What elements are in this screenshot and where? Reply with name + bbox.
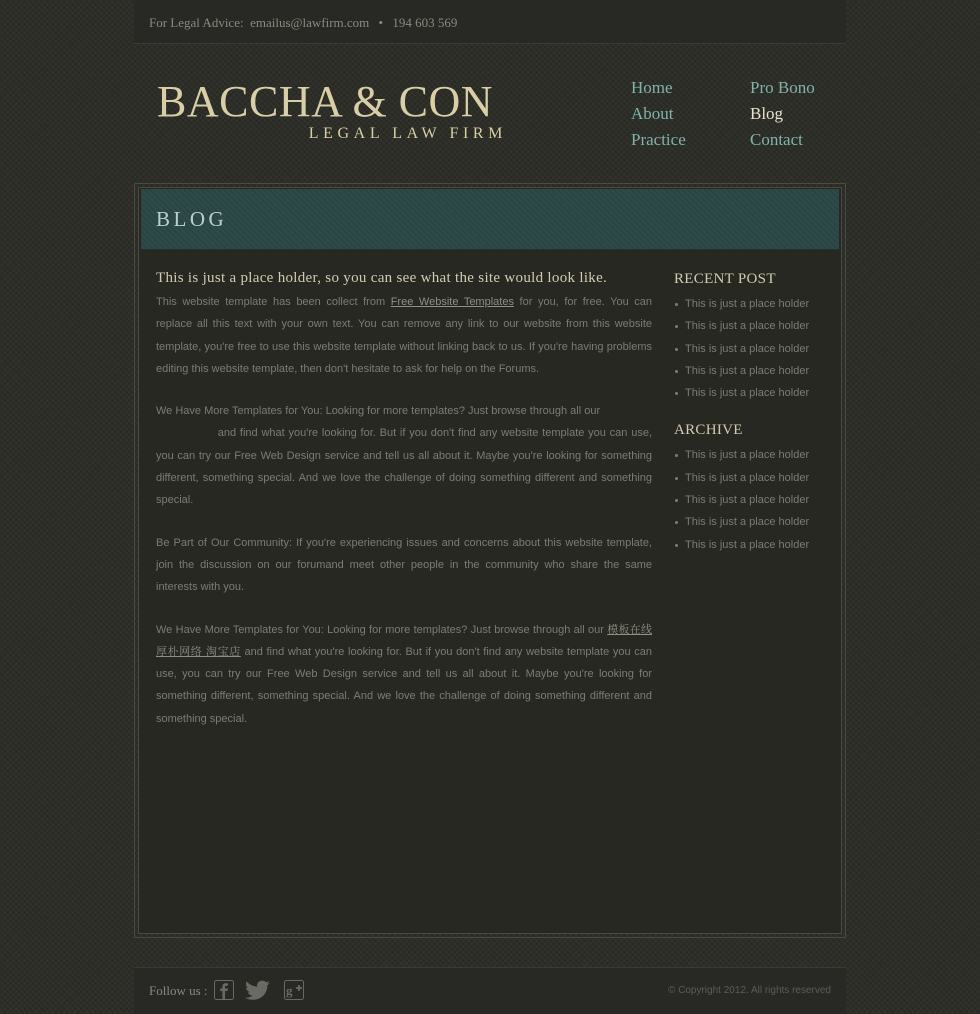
nav-blog[interactable]: Blog (750, 104, 784, 123)
follow-us-label: Follow us : (149, 983, 208, 998)
paragraph-2 (156, 400, 652, 511)
logo-tagline: LEGAL LAW FIRM (308, 125, 507, 142)
paragraph-1 (156, 291, 652, 380)
nav-home[interactable]: Home (631, 78, 673, 97)
google-plus-icon[interactable] (284, 980, 304, 1000)
contact-phone: 194 603 569 (392, 15, 458, 30)
top-bar (134, 0, 846, 44)
recent-post-list (674, 293, 834, 404)
footer (134, 967, 846, 1014)
archive-item[interactable]: This is just a place holder (674, 444, 834, 466)
nav-contact[interactable]: Contact (750, 130, 803, 149)
archive-item[interactable]: This is just a place holder (674, 534, 834, 556)
recent-post-item[interactable]: This is just a place holder (674, 360, 834, 382)
separator: • (378, 15, 384, 30)
page-banner (141, 189, 839, 250)
archive-item[interactable]: This is just a place holder (674, 489, 834, 511)
sidebar (674, 271, 834, 574)
contact-info (149, 15, 457, 31)
template-link-cn[interactable]: 模板在线 (607, 623, 652, 636)
paragraph-3: Be Part of Our Community: If you're experiencing issues and concerns about this website template, join the discussion on our forumand meet other people in the community who share the same interests with you. (156, 536, 652, 594)
archive-item[interactable]: This is just a place holder (674, 511, 834, 533)
legal-advice-label: For Legal Advice: (149, 15, 244, 30)
recent-post-title: RECENT POST (674, 271, 776, 287)
nav-about[interactable]: About (631, 104, 674, 123)
twitter-icon[interactable] (245, 980, 271, 1000)
paragraph-4 (156, 619, 652, 730)
nav-pro-bono[interactable]: Pro Bono (750, 78, 815, 97)
copyright: © Copyright 2012. All rights reserved (667, 985, 831, 996)
recent-post-item[interactable]: This is just a place holder (674, 382, 834, 404)
page-title: BLOG (156, 207, 228, 231)
recent-post-item[interactable]: This is just a place holder (674, 293, 834, 315)
paragraph-2-text-b: and find what you're looking for. But if you don't find any website template you can use, you can try our Free Web Design service and tell us all about it. Maybe you're looking for something different, something special. And we love the challenge of doing something different and something special. (156, 427, 652, 507)
paragraph-4-text-b: and find what you're looking for. But if you don't find any website template you can use, you can try our Free Web Design service and tell us all about it. Maybe you're looking for something different, something special. And we love the challenge of doing something different and something special. (156, 645, 652, 725)
logo[interactable] (157, 77, 507, 143)
paragraph-1-text-b: for you, for free. You can replace all this text with your own text. You can remove any link to our website from this website template, you're free to use this website template without linking back to us. If you're having problems editing this website template, then don't hesitate to ask for help on the Forums. (156, 296, 652, 375)
paragraph-1-text-a: This website template has been collect from (156, 296, 391, 308)
svg-text:g: g (286, 983, 293, 998)
recent-post-item[interactable]: This is just a place holder (674, 315, 834, 337)
main-article (156, 270, 652, 750)
contact-email[interactable]: emailus@lawfirm.com (250, 15, 370, 30)
recent-post-item[interactable]: This is just a place holder (674, 338, 834, 360)
archive-list (674, 444, 834, 555)
shop-link-cn[interactable]: 厚朴网络 淘宝店 (156, 645, 241, 658)
paragraph-2-text-a: We Have More Templates for You: Looking for more templates? Just browse through all our (156, 405, 601, 418)
facebook-icon[interactable] (214, 980, 234, 1000)
paragraph-4-text-a: We Have More Templates for You: Looking for more templates? Just browse through all our (156, 623, 608, 636)
article-heading: This is just a place holder, so you can see what the site would look like. (156, 270, 608, 286)
logo-name: BACCHA & CON (157, 77, 494, 126)
archive-title: ARCHIVE (674, 422, 743, 439)
free-website-templates-link[interactable]: Free Website Templates (390, 296, 514, 308)
nav-practice[interactable]: Practice (631, 130, 686, 149)
archive-item[interactable]: This is just a place holder (674, 467, 834, 489)
